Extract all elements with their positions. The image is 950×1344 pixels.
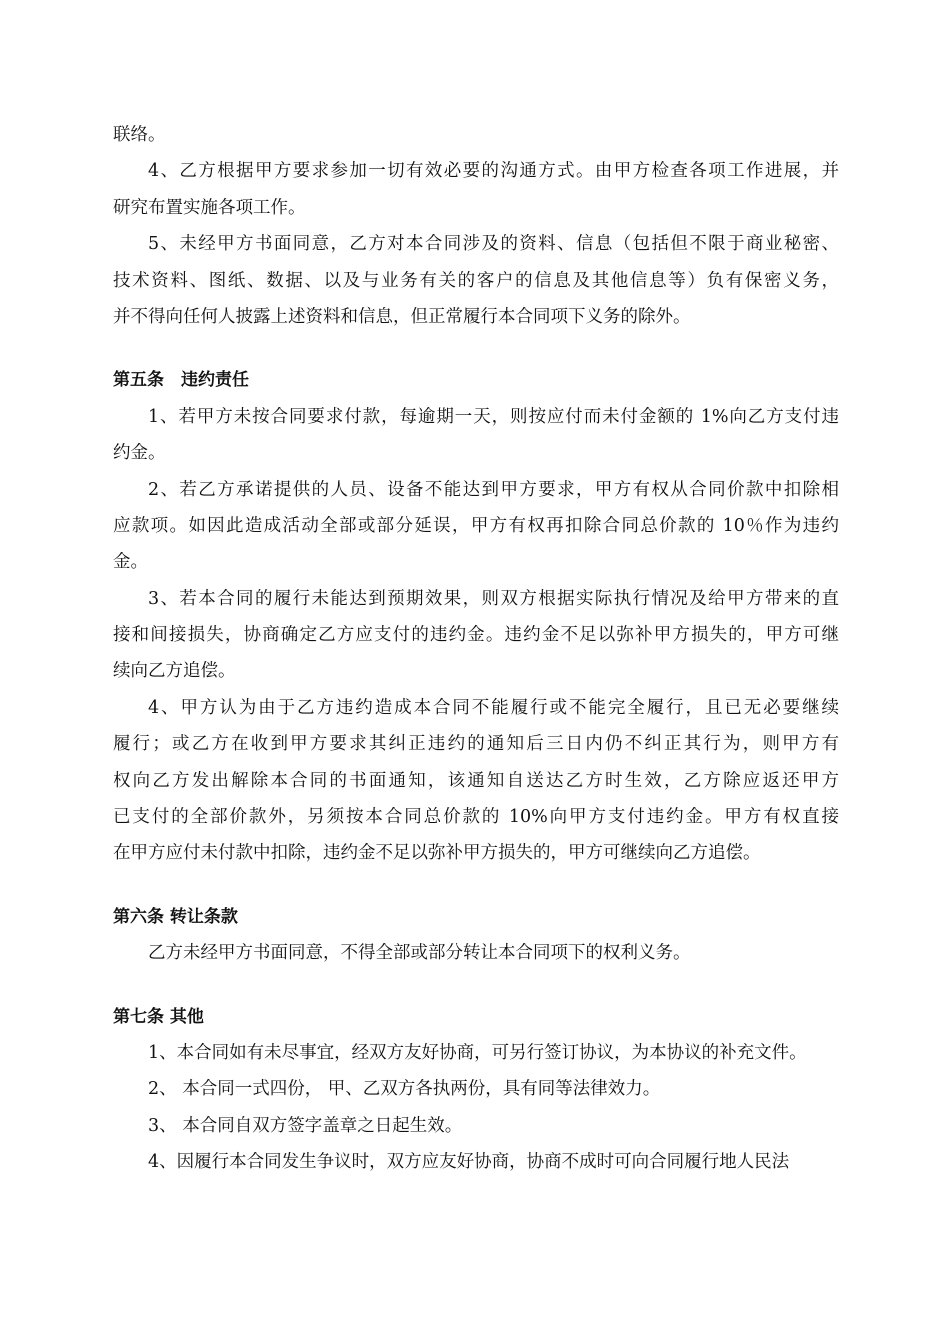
text-line: 4、因履行本合同发生争议时，双方应友好协商，协商不成时可向合同履行地人民法 [148, 1152, 790, 1173]
text-line: 接和间接损失，协商确定乙方应支付的违约金。违约金不足以弥补甲方损失的，甲方可继 [113, 625, 839, 646]
text-line: 3、 本合同自双方签字盖章之日起生效。 [148, 1115, 463, 1136]
text-line: 4、甲方认为由于乙方违约造成本合同不能履行或不能完全履行，且已无必要继续 [148, 697, 839, 718]
text-line: 5、未经甲方书面同意，乙方对本合同涉及的资料、信息（包括但不限于商业秘密、 [148, 234, 839, 255]
text-line: 2、若乙方承诺提供的人员、设备不能达到甲方要求，甲方有权从合同价款中扣除相 [148, 479, 839, 500]
document-body [113, 117, 839, 1181]
section-heading-5: 第五条 违约责任 [113, 370, 249, 391]
text-line: 研究布置实施各项工作。 [113, 197, 306, 218]
paragraph-item-4 [113, 153, 839, 226]
clause-5-4 [113, 690, 839, 872]
paragraph-item-5 [113, 226, 839, 335]
text-line: 1、本合同如有未尽事宜，经双方友好协商，可另行签订协议，为本协议的补充文件。 [148, 1042, 807, 1063]
text-line: 已支付的全部价款外，另须按本合同总价款的 10%向甲方支付违约金。甲方有权直接 [113, 807, 839, 828]
text-line: 履行；或乙方在收到甲方要求其纠正违约的通知后三日内仍不纠正其行为，则甲方有 [113, 734, 839, 755]
clause-5-2 [113, 472, 839, 581]
text-line: 3、若本合同的履行未能达到预期效果，则双方根据实际执行情况及给甲方带来的直 [148, 588, 839, 609]
clause-5-1 [113, 399, 839, 472]
text-line: 续向乙方追偿。 [113, 661, 236, 682]
section-heading-6: 第六条 转让条款 [113, 906, 238, 927]
text-line: 联络。 [113, 125, 166, 145]
clause-5-3 [113, 581, 839, 690]
section-heading-7: 第七条 其他 [113, 1006, 204, 1027]
text-line: 乙方未经甲方书面同意，不得全部或部分转让本合同项下的权利义务。 [148, 943, 691, 964]
clause-6-1 [113, 935, 839, 971]
clause-7-3 [113, 1108, 839, 1144]
text-line: 并不得向任何人披露上述资料和信息，但正常履行本合同项下义务的除外。 [113, 306, 691, 327]
clause-7-2 [113, 1071, 839, 1107]
paragraph-continuation [113, 117, 839, 153]
text-line: 在甲方应付未付款中扣除，违约金不足以弥补甲方损失的，甲方可继续向乙方追偿。 [113, 843, 761, 864]
clause-7-1 [113, 1035, 839, 1071]
clause-7-4 [113, 1144, 839, 1180]
text-line: 约金。 [113, 443, 166, 464]
text-line: 2、 本合同一式四份， 甲、乙双方各执两份，具有同等法律效力。 [148, 1079, 661, 1100]
text-line: 应款项。如因此造成活动全部或部分延误，甲方有权再扣除合同总价款的 10％作为违约 [113, 515, 839, 536]
text-line: 1、若甲方未按合同要求付款，每逾期一天，则按应付而未付金额的 1%向乙方支付违 [148, 406, 839, 427]
text-line: 权向乙方发出解除本合同的书面通知，该通知自送达乙方时生效，乙方除应返还甲方 [113, 770, 839, 791]
text-line: 4、乙方根据甲方要求参加一切有效必要的沟通方式。由甲方检查各项工作进展，并 [148, 161, 839, 182]
text-line: 技术资料、图纸、数据、以及与业务有关的客户的信息及其他信息等）负有保密义务， [113, 270, 839, 291]
text-line: 金。 [113, 552, 148, 573]
